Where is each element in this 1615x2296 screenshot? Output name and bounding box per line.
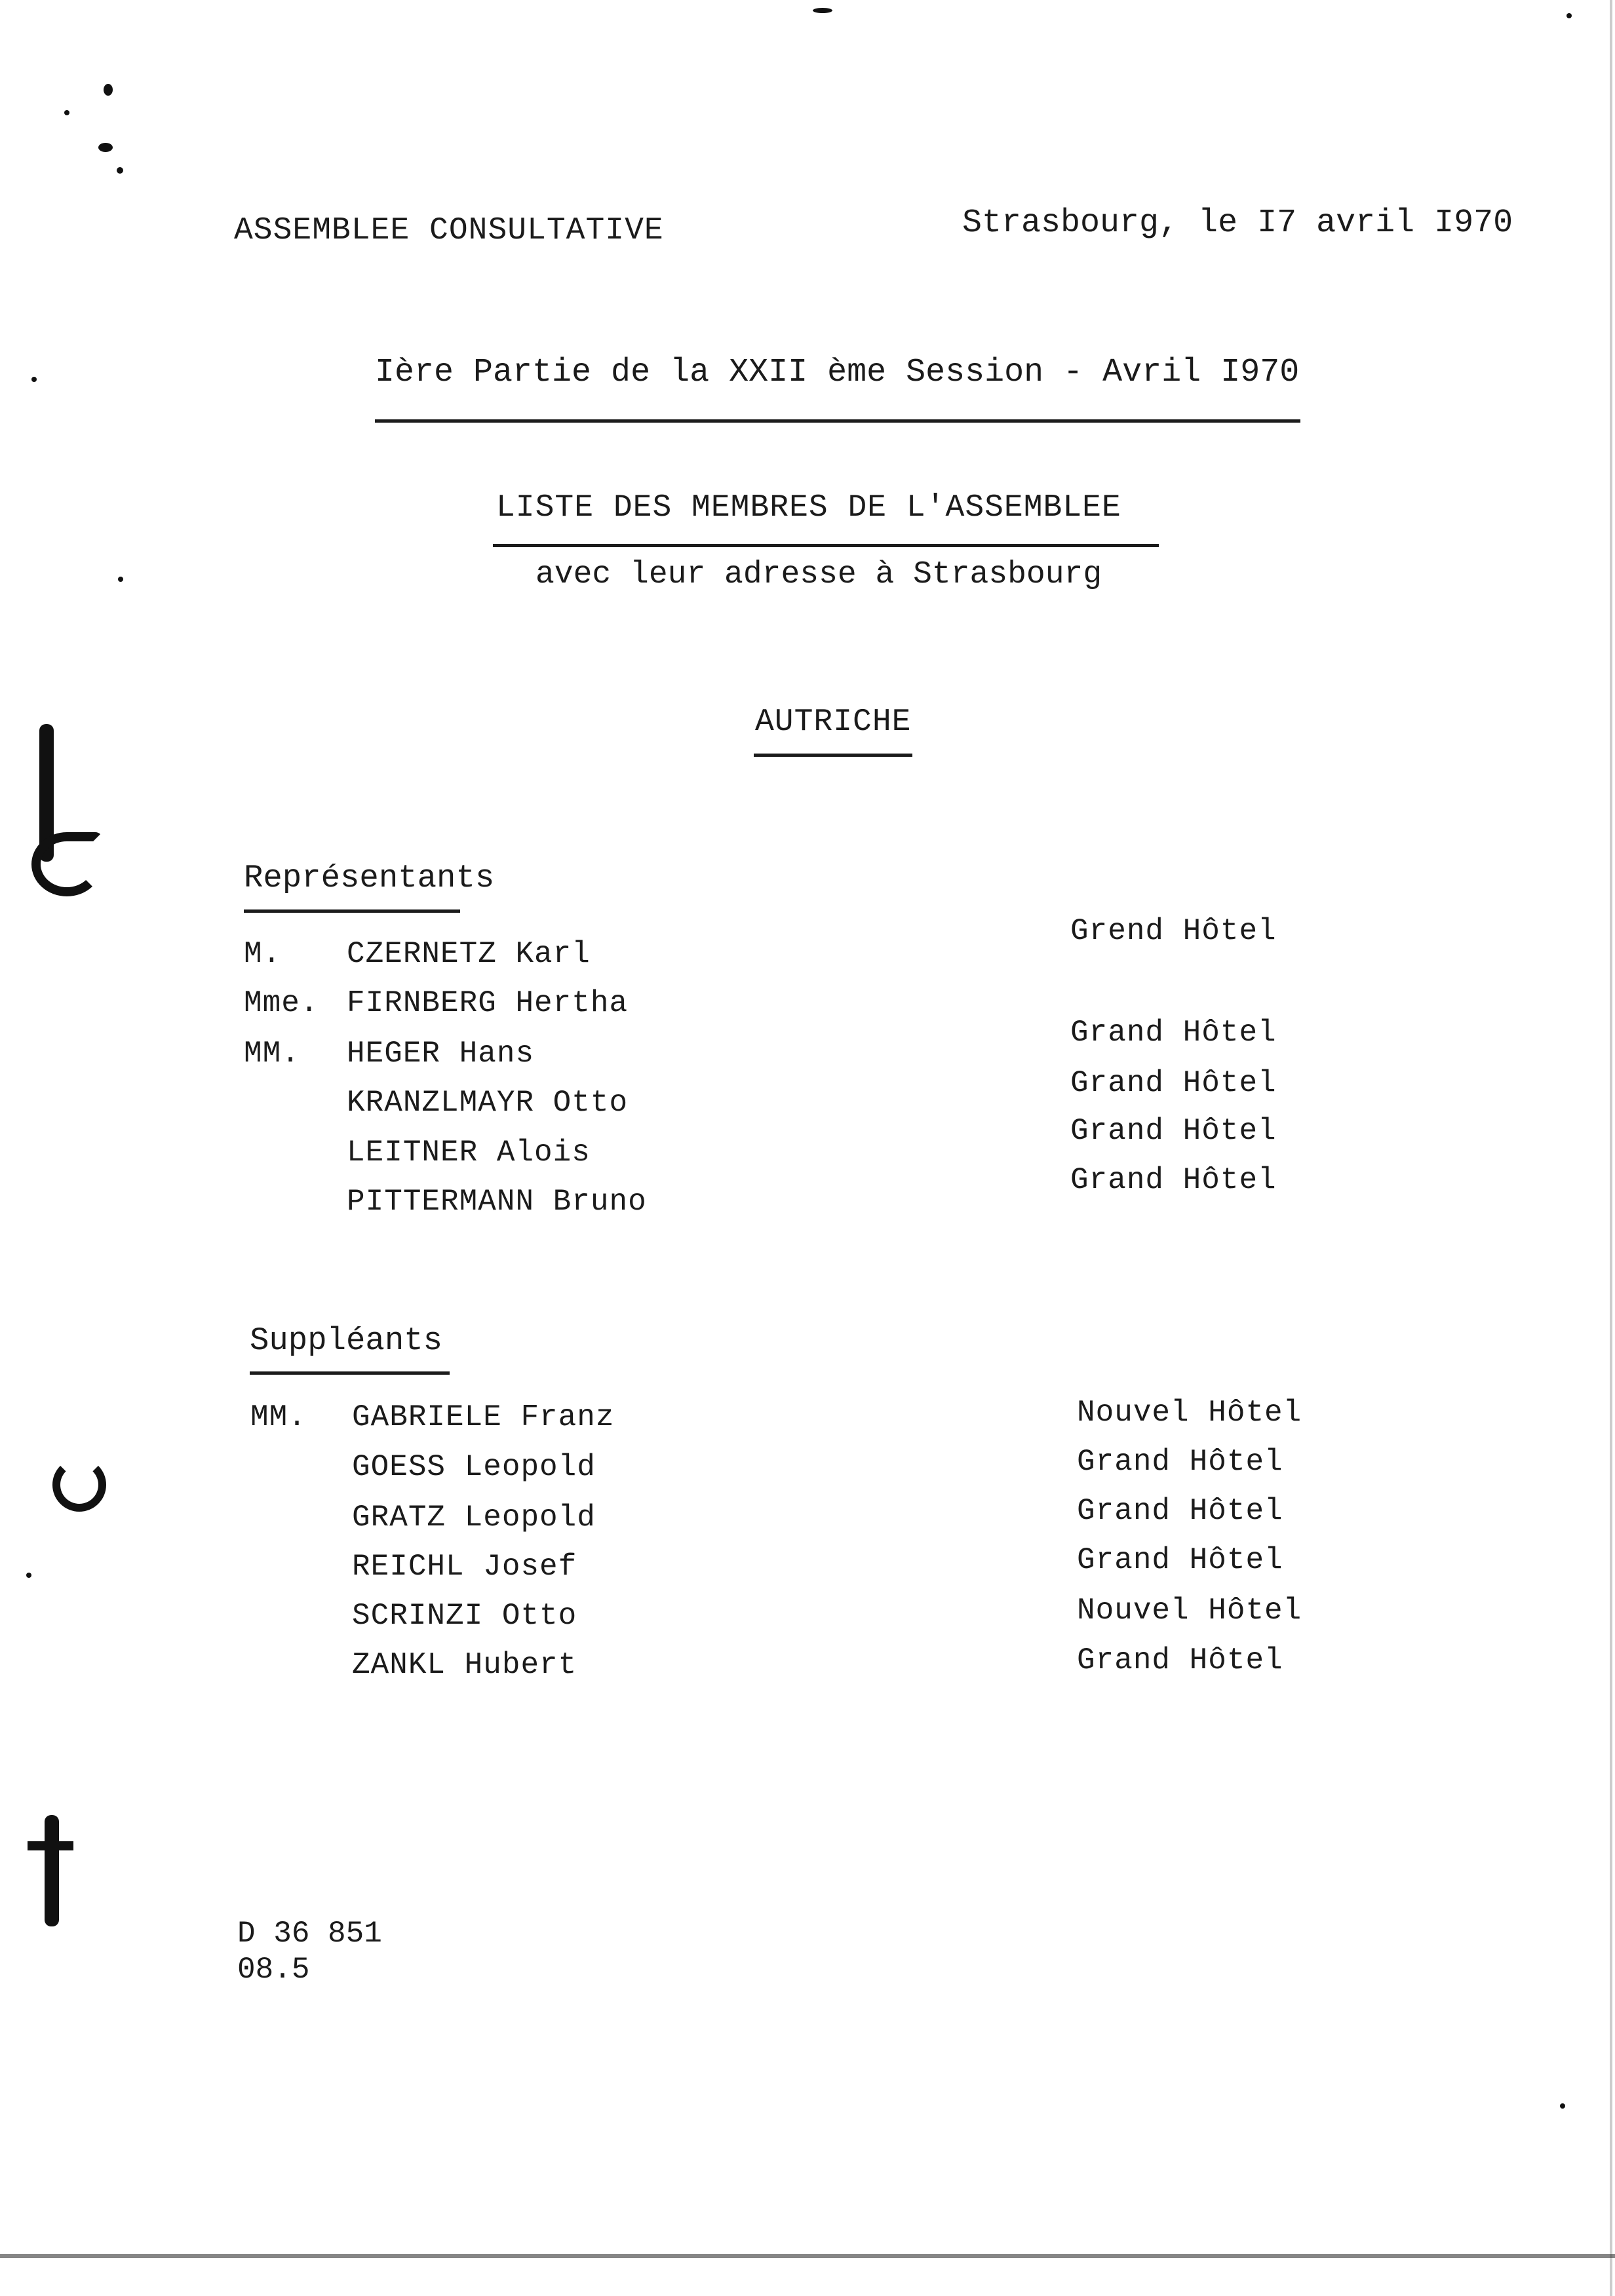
member-prefix: M.	[244, 937, 282, 971]
scan-speck	[31, 377, 37, 382]
member-hotel: Grand Hôtel	[1077, 1643, 1283, 1677]
member-name: SCRINZI Otto	[352, 1599, 577, 1633]
member-prefix: MM.	[244, 1037, 300, 1071]
scan-speck	[1566, 13, 1572, 18]
place-and-date: Strasbourg, le I7 avril I970	[962, 204, 1513, 242]
substitutes-underline	[250, 1371, 450, 1375]
member-prefix: MM.	[250, 1400, 307, 1434]
country-heading: AUTRICHE	[755, 704, 912, 740]
reference-code: D 36 851	[237, 1917, 382, 1951]
member-name: PITTERMANN Bruno	[347, 1185, 647, 1219]
scan-speck	[26, 1573, 31, 1578]
session-underline	[375, 419, 1300, 423]
member-name: REICHL Josef	[352, 1550, 577, 1584]
member-hotel: Grand Hôtel	[1077, 1543, 1283, 1577]
representatives-heading: Représentants	[244, 860, 495, 896]
session-line: Ière Partie de la XXII ème Session - Avril I970	[375, 354, 1300, 391]
member-hotel: Grand Hôtel	[1070, 1016, 1277, 1050]
member-name: GABRIELE Franz	[352, 1400, 615, 1434]
member-hotel: Grand Hôtel	[1070, 1163, 1277, 1197]
list-subtitle: avec leur adresse à Strasbourg	[535, 557, 1102, 592]
member-hotel: Grend Hôtel	[1070, 914, 1277, 948]
scan-right-edge	[1610, 0, 1612, 2296]
reference-number: 08.5	[237, 1953, 310, 1987]
member-name: LEITNER Alois	[347, 1136, 591, 1170]
country-underline	[754, 754, 912, 757]
member-hotel: Grand Hôtel	[1070, 1114, 1277, 1148]
member-hotel: Nouvel Hôtel	[1077, 1594, 1302, 1628]
member-hotel: Grand Hôtel	[1077, 1445, 1283, 1479]
member-name: ZANKL Hubert	[352, 1648, 577, 1682]
member-hotel: Grand Hôtel	[1077, 1494, 1283, 1528]
member-name: HEGER Hans	[347, 1037, 535, 1071]
member-prefix: Mme.	[244, 986, 319, 1020]
organization-name: ASSEMBLEE CONSULTATIVE	[234, 213, 664, 248]
substitutes-heading: Suppléants	[250, 1322, 443, 1359]
list-title-underline	[493, 544, 1159, 547]
scan-speck	[118, 577, 123, 582]
member-name: KRANZLMAYR Otto	[347, 1086, 629, 1120]
scan-speck	[98, 143, 113, 152]
scan-speck	[117, 167, 123, 174]
binder-hole-mark	[45, 1815, 59, 1926]
member-hotel: Nouvel Hôtel	[1077, 1396, 1302, 1430]
scan-speck	[64, 110, 69, 115]
member-name: CZERNETZ Karl	[347, 937, 591, 971]
binder-hole-mark	[28, 1841, 73, 1850]
scan-speck	[1560, 2103, 1565, 2109]
binder-hole-mark	[52, 1458, 106, 1512]
member-hotel: Grand Hôtel	[1070, 1066, 1277, 1100]
member-name: GRATZ Leopold	[352, 1501, 596, 1535]
binder-hole-mark	[31, 832, 102, 896]
member-name: FIRNBERG Hertha	[347, 986, 629, 1020]
scan-speck	[813, 8, 832, 13]
scan-bottom-edge	[0, 2254, 1615, 2258]
representatives-underline	[244, 909, 460, 913]
scan-speck	[104, 84, 113, 96]
member-name: GOESS Leopold	[352, 1450, 596, 1484]
list-title: LISTE DES MEMBRES DE L'ASSEMBLEE	[496, 490, 1121, 526]
